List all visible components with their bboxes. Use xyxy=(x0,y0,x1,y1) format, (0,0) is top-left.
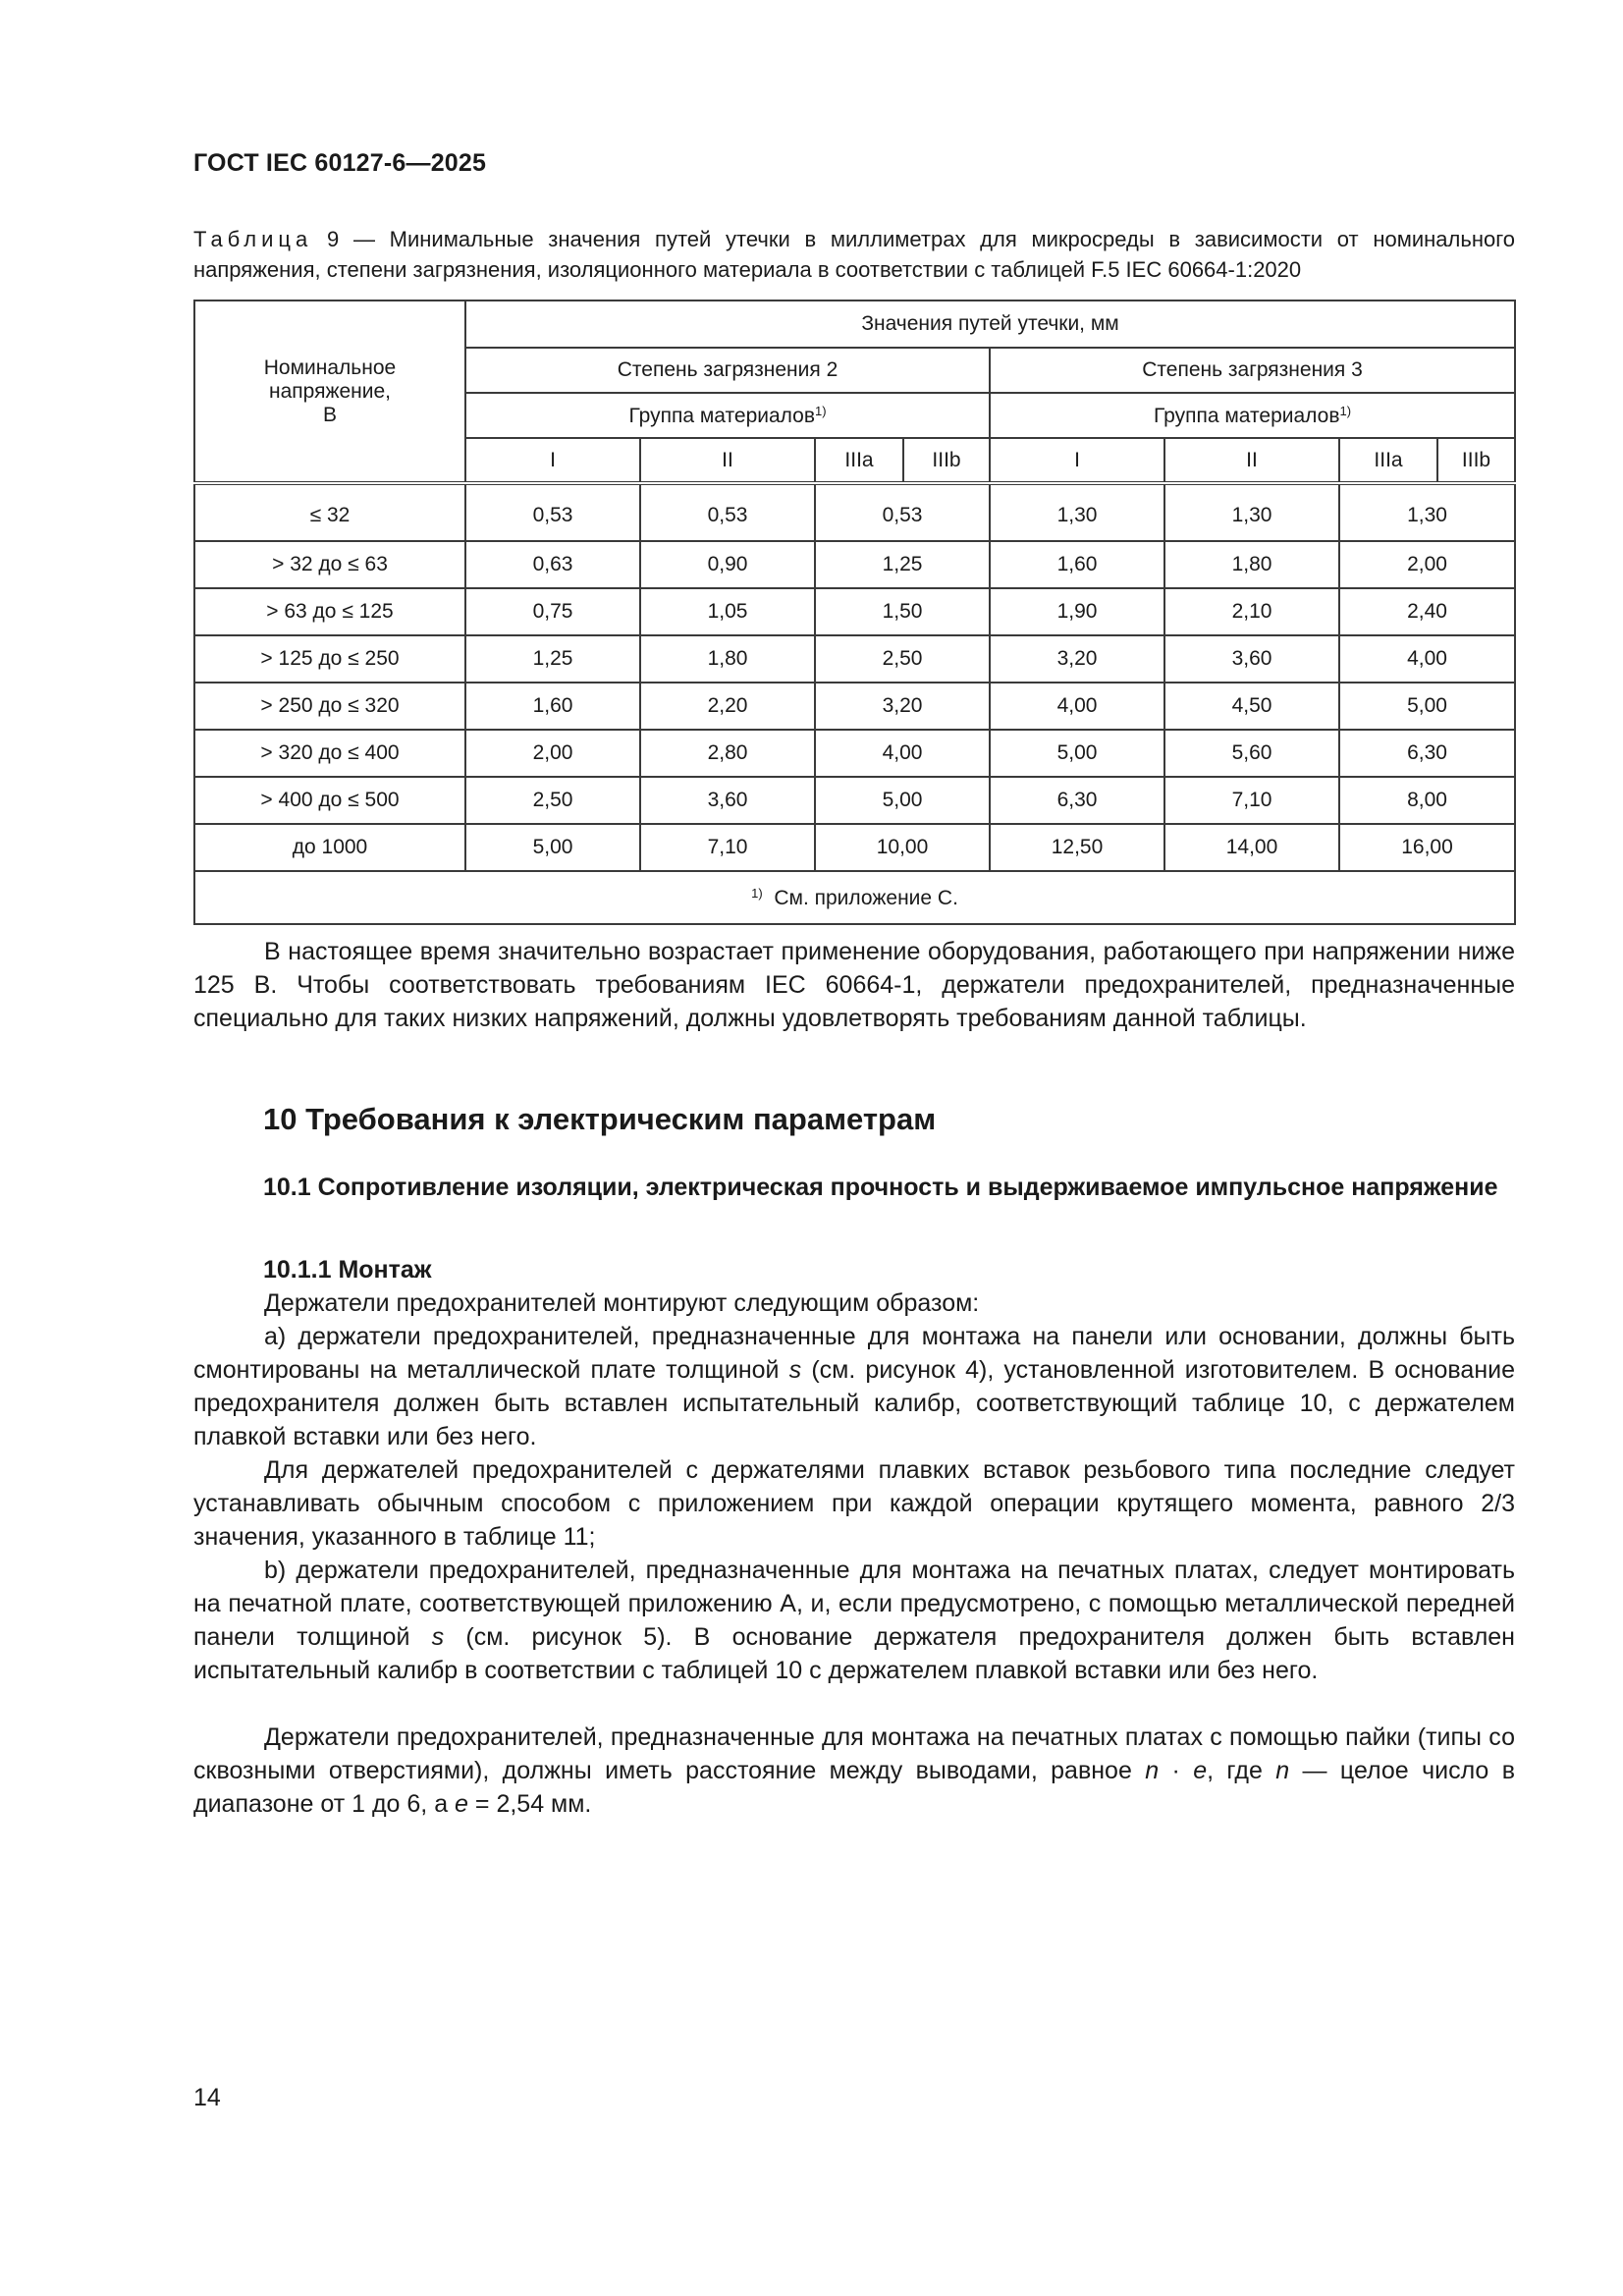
value-cell: 4,50 xyxy=(1164,683,1339,730)
table-caption xyxy=(193,224,1515,285)
page-number: 14 xyxy=(193,2084,221,2111)
value-cell: 0,53 xyxy=(465,483,640,541)
table-row xyxy=(194,683,1515,730)
group-header: I xyxy=(465,438,640,483)
table-row xyxy=(194,824,1515,871)
value-cell: 2,50 xyxy=(465,777,640,824)
paragraph-low-voltage: В настоящее время значительно возрастает применение оборудования, работающего при напряжении ниже 125 В. Чтобы соответствовать требованиям IEC 60664-1, держатели предохранителей, предназначенные специально для таких низких напряжений, должны удовлетворять требованиям данной таблицы. xyxy=(193,938,1515,1032)
value-cell: 16,00 xyxy=(1339,824,1515,871)
table-row xyxy=(194,777,1515,824)
value-cell: 1,25 xyxy=(465,635,640,683)
paragraph-item-a: a) держатели предохранителей, предназначенные для монтажа на панели или основании, должны быть смонтированы на металлической плате толщиной s (см. рисунок 4), установленной изготовителем. В основание предохранителя должен быть вставлен испытательный калибр, соответствующий таблице 10, с держателем плавкой вставки или без него. xyxy=(193,1323,1515,1450)
value-cell: 6,30 xyxy=(990,777,1164,824)
material-group-header-3: Группа материалов$^{1)}$ xyxy=(990,393,1515,438)
document-header: ГОСТ IEC 60127-6—2025 xyxy=(193,149,487,177)
value-cell: 0,75 xyxy=(465,588,640,635)
pollution-degree-2-header: Степень загрязнения 2 xyxy=(465,348,990,393)
value-cell: 14,00 xyxy=(1164,824,1339,871)
value-cell: 2,80 xyxy=(640,730,815,777)
paragraph-item-b: b) держатели предохранителей, предназначенные для монтажа на печатных платах, следует монтировать на печатной плате, соответствующей приложению А, и, если предусмотрено, с помощью металлической передней панели толщиной s (см. рисунок 5). В основание держателя предохранителя должен быть вставлен испытательный калибр в соответствии с таблицей 10 с держателем плавкой вставки или без него. xyxy=(193,1557,1515,1684)
value-cell: 3,20 xyxy=(990,635,1164,683)
value-cell: 1,60 xyxy=(465,683,640,730)
value-cell: 3,60 xyxy=(640,777,815,824)
table-row xyxy=(194,635,1515,683)
table-footnote: $^{1)}$ См. приложение С. xyxy=(194,871,1515,924)
table-caption-label: Таблица xyxy=(193,227,313,251)
voltage-cell: > 250 до ≤ 320 xyxy=(194,683,465,730)
value-cell: 3,60 xyxy=(1164,635,1339,683)
value-cell: 8,00 xyxy=(1339,777,1515,824)
value-cell: 1,80 xyxy=(1164,541,1339,588)
table-row xyxy=(194,541,1515,588)
value-cell: 2,00 xyxy=(1339,541,1515,588)
value-cell: 0,63 xyxy=(465,541,640,588)
section-10-1-1-heading: 10.1.1 Монтаж xyxy=(263,1256,432,1284)
creepage-table xyxy=(193,300,1516,925)
voltage-cell: > 400 до ≤ 500 xyxy=(194,777,465,824)
value-cell: 5,00 xyxy=(815,777,990,824)
value-cell: 4,00 xyxy=(1339,635,1515,683)
value-cell: 5,00 xyxy=(465,824,640,871)
value-cell: 2,40 xyxy=(1339,588,1515,635)
group-header: IIIb xyxy=(903,438,990,483)
value-cell: 4,00 xyxy=(990,683,1164,730)
material-group-header-2: Группа материалов$^{1)}$ xyxy=(465,393,990,438)
group-header: II xyxy=(1164,438,1339,483)
value-cell: 5,00 xyxy=(1339,683,1515,730)
voltage-cell: ≤ 32 xyxy=(194,483,465,541)
voltage-header: Номинальное напряжение, В xyxy=(194,301,465,483)
value-cell: 5,60 xyxy=(1164,730,1339,777)
values-header: Значения путей утечки, мм xyxy=(465,301,1515,348)
value-cell: 0,53 xyxy=(640,483,815,541)
value-cell: 10,00 xyxy=(815,824,990,871)
value-cell: 1,30 xyxy=(1339,483,1515,541)
value-cell: 6,30 xyxy=(1339,730,1515,777)
value-cell: 12,50 xyxy=(990,824,1164,871)
value-cell: 2,20 xyxy=(640,683,815,730)
value-cell: 1,80 xyxy=(640,635,815,683)
value-cell: 1,60 xyxy=(990,541,1164,588)
pollution-degree-3-header: Степень загрязнения 3 xyxy=(990,348,1515,393)
table-row xyxy=(194,588,1515,635)
value-cell: 2,00 xyxy=(465,730,640,777)
value-cell: 0,53 xyxy=(815,483,990,541)
voltage-cell: > 320 до ≤ 400 xyxy=(194,730,465,777)
value-cell: 2,10 xyxy=(1164,588,1339,635)
paragraph-pcb-spacing: Держатели предохранителей, предназначенные для монтажа на печатных платах с помощью пайки (типы со сквозными отверстиями), должны иметь расстояние между выводами, равное n · e, где n — целое число в диапазоне от 1 до 6, а e = 2,54 мм. xyxy=(193,1723,1515,1818)
section-10-1-heading: 10.1 Сопротивление изоляции, электрическая прочность и выдерживаемое импульсное напряжение xyxy=(263,1174,1498,1201)
value-cell: 1,05 xyxy=(640,588,815,635)
table-row xyxy=(194,483,1515,541)
value-cell: 7,10 xyxy=(1164,777,1339,824)
group-header: IIIa xyxy=(815,438,903,483)
value-cell: 5,00 xyxy=(990,730,1164,777)
group-header: II xyxy=(640,438,815,483)
value-cell: 0,90 xyxy=(640,541,815,588)
value-cell: 1,30 xyxy=(1164,483,1339,541)
table-row xyxy=(194,730,1515,777)
value-cell: 1,50 xyxy=(815,588,990,635)
paragraph-mounting: Держатели предохранителей монтируют следующим образом: xyxy=(264,1289,980,1317)
paragraph-threaded: Для держателей предохранителей с держателями плавких вставок резьбового типа последние следует устанавливать обычным способом с приложением при каждой операции крутящего момента, равного 2/3 значения, указанного в таблице 11; xyxy=(193,1456,1515,1551)
value-cell: 1,25 xyxy=(815,541,990,588)
voltage-cell: до 1000 xyxy=(194,824,465,871)
value-cell: 2,50 xyxy=(815,635,990,683)
value-cell: 1,90 xyxy=(990,588,1164,635)
group-header: IIIa xyxy=(1339,438,1437,483)
section-10-heading: 10 Требования к электрическим параметрам xyxy=(263,1102,937,1136)
value-cell: 7,10 xyxy=(640,824,815,871)
voltage-cell: > 32 до ≤ 63 xyxy=(194,541,465,588)
value-cell: 4,00 xyxy=(815,730,990,777)
voltage-cell: > 63 до ≤ 125 xyxy=(194,588,465,635)
group-header: I xyxy=(990,438,1164,483)
value-cell: 3,20 xyxy=(815,683,990,730)
voltage-cell: > 125 до ≤ 250 xyxy=(194,635,465,683)
value-cell: 1,30 xyxy=(990,483,1164,541)
table-caption-text: 9 — Минимальные значения путей утечки в миллиметрах для микросреды в зависимости от номинального напряжения, степени загрязнения, изоляционного материала в соответствии с таблицей F.5 IEC 60664-1:2020 xyxy=(193,227,1515,282)
group-header: IIIb xyxy=(1437,438,1515,483)
